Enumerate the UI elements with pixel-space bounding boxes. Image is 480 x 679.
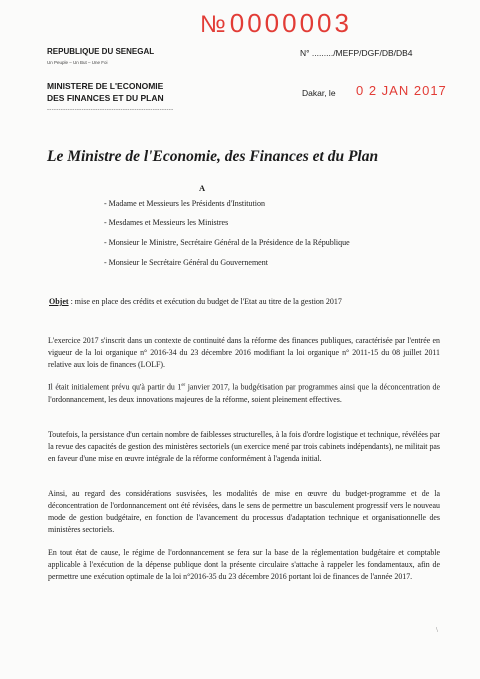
reference-prefix: N° <box>300 48 310 58</box>
subject-line <box>49 297 342 306</box>
paragraph-text: janvier 2017, la budgétisation par programmes ainsi que la déconcentration de l'ordonnancement, les deux innovations majeures de la réforme, soient pleinement effectives. <box>48 382 440 404</box>
national-motto: Un Peuple – Un But – Une Foi <box>47 60 108 65</box>
paragraph-text: Il était initialement prévu qu'à partir du 1 <box>48 382 182 392</box>
recipient-item: - Mesdames et Messieurs les Ministres <box>104 218 229 227</box>
paragraph-initial-plan <box>48 380 440 406</box>
ministry-heading <box>47 80 164 104</box>
paragraph-context: L'exercice 2017 s'inscrit dans un contexte de continuité dans la réforme des finances publiques, caractérisée par l'entrée en vigueur de la loi organique n° 2016-34 du 23 décembre 2016 modifiant la loi organique n° 2011-15 du 08 juillet 2011 relative aux lois de finances (LOLF). <box>48 336 440 369</box>
circular-number-stamp <box>200 10 352 37</box>
subject-text: : mise en place des crédits et exécution du budget de l'Etat au titre de la gestion 2017 <box>68 297 342 306</box>
superscript: er <box>181 383 186 388</box>
reference-code: /MEFP/DGF/DB/DB4 <box>333 48 413 58</box>
reference-dots: ......... <box>311 48 334 58</box>
circular-number: 0000003 <box>229 8 352 38</box>
paragraph-regime: En tout état de cause, le régime de l'ordonnancement se fera sur la base de la réglementation budgétaire et comptable applicable à l'exécution de la dépense publique dont la présente circulaire s'attache à rappeler les fondamentaux, afin de permettre une exécution optimale de la loi n°2016-35 du 23 décembre 2016 portant loi de finances de l'année 2017. <box>48 548 440 581</box>
ministry-line-2: DES FINANCES ET DU PLAN <box>47 93 164 103</box>
republic-heading: REPUBLIQUE DU SENEGAL <box>47 47 155 56</box>
recipient-item: - Monsieur le Ministre, Secrétaire Général de la Présidence de la République <box>104 238 350 247</box>
recipient-item: - Monsieur le Secrétaire Général du Gouvernement <box>104 258 268 267</box>
addressee-marker: A <box>199 183 206 193</box>
document-title: Le Ministre de l'Economie, des Finances et du Plan <box>47 148 379 165</box>
paragraph-weaknesses: Toutefois, la persistance d'un certain nombre de faiblesses structurelles, à la fois d'ordre logistique et technique, révélées par la revue des capacités de gestion des ministères sectoriels (un exercice mené par trois cabinets indépendants), ne militait pas en faveur d'une mise en œuvre intégrale de la réforme conformément à l'agenda initial. <box>48 430 440 463</box>
number-symbol: № <box>200 11 226 38</box>
paragraph-revisions: Ainsi, au regard des considérations susvisées, les modalités de mise en œuvre du budget-programme et de la déconcentration de l'ordonnancement ont été révisées, dans le sens de permettre un basculement progressif vers le nouveau mode de gestion budgétaire, en fonction de l'avancement du processus d'adaptation technique et organisationnelle des ministères sectoriels. <box>48 489 440 534</box>
subject-label: Objet <box>49 297 69 306</box>
place-label: Dakar, le <box>302 88 336 98</box>
date-stamp: 0 2 JAN 2017 <box>356 83 447 98</box>
letterhead-separator: ------------------------------------------------------- <box>47 107 174 113</box>
reference-number <box>300 48 413 58</box>
corner-mark: \ <box>436 626 438 634</box>
recipient-item: - Madame et Messieurs les Présidents d'Institution <box>104 199 265 208</box>
ministry-line-1: MINISTERE DE L'ECONOMIE <box>47 81 164 91</box>
